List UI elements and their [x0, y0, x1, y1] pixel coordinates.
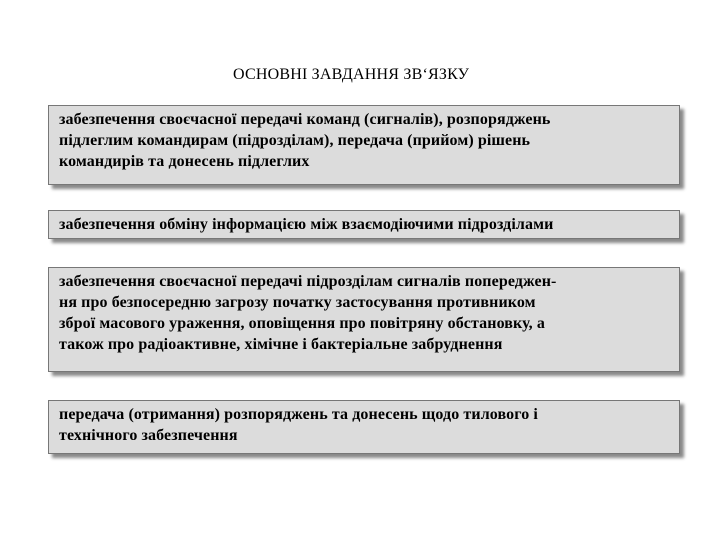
task-line: передача (отримання) розпоряджень та донесень щодо тилового і — [59, 406, 538, 423]
task-line: забезпечення обміну інформацією між взаємодіючими підрозділами — [59, 216, 554, 233]
task-line: ня про безпосередню загрозу початку застосування противником — [59, 294, 536, 311]
task-line: забезпечення своєчасної передачі підрозділам сигналів попереджен- — [59, 273, 557, 290]
task-box-command-transmission — [48, 105, 680, 185]
task-box-information-exchange — [48, 210, 680, 239]
task-line: зброї масового ураження, оповіщення про повітряну обстановку, а — [59, 315, 545, 332]
task-line: забезпечення своєчасної передачі команд (сигналів), розпоряджень — [59, 111, 551, 128]
task-line: також про радіоактивне, хімічне і бактеріальне забруднення — [59, 336, 503, 353]
task-line: командирів та донесень підлеглих — [59, 153, 310, 170]
task-line: підлеглим командирам (підрозділам), передача (прийом) рішень — [59, 132, 531, 149]
task-box-logistics-orders — [48, 400, 680, 454]
task-line: технічного забезпечення — [59, 427, 238, 444]
page-title: ОСНОВНІ ЗАВДАННЯ ЗВ‘ЯЗКУ — [233, 66, 470, 83]
task-box-warning-signals — [48, 267, 680, 372]
